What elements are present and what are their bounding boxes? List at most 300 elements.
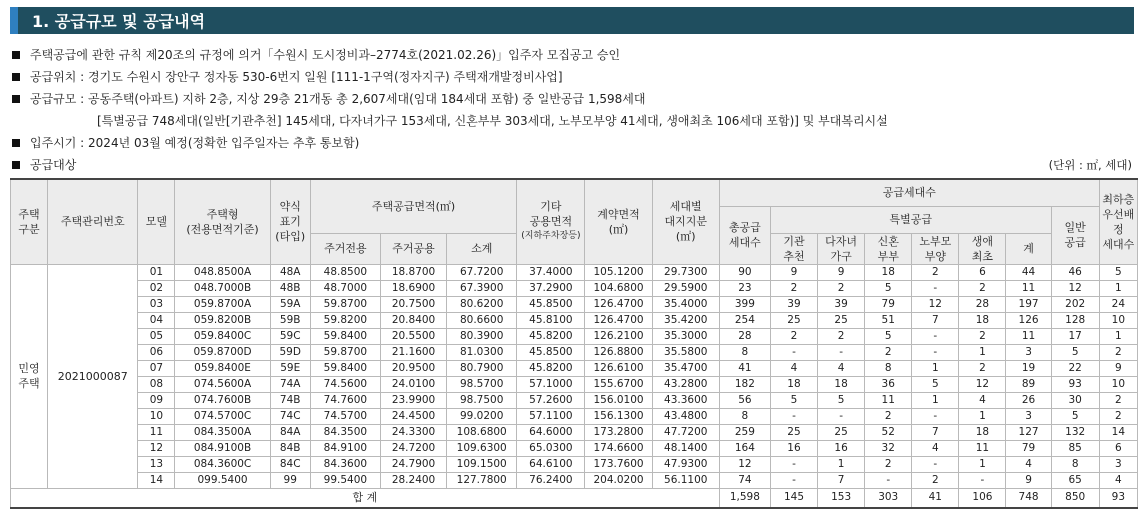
bullet-square-icon [12, 73, 20, 81]
header-house-type [175, 179, 270, 264]
table-cell: 3 [1006, 344, 1051, 360]
table-cell: 1 [959, 344, 1006, 360]
table-cell: 28.2400 [380, 472, 446, 488]
table-cell: 07 [138, 360, 175, 376]
header-other-common [517, 179, 585, 264]
header-special: 특별공급 [770, 206, 1051, 233]
total-cell: 1,598 [719, 488, 770, 508]
table-cell: 18 [959, 312, 1006, 328]
table-row [11, 360, 1138, 376]
notice-item [12, 66, 1136, 88]
table-cell: 4 [912, 440, 959, 456]
table-cell: 16 [770, 440, 817, 456]
table-cell: 48.7000 [310, 280, 380, 296]
table-cell: 16 [818, 440, 865, 456]
table-row [11, 456, 1138, 472]
notice-item [12, 88, 1136, 110]
table-cell: 1 [912, 360, 959, 376]
table-cell: 9 [818, 264, 865, 280]
table-cell: 99.0200 [447, 408, 517, 424]
table-cell: 048.8500A [175, 264, 270, 280]
total-row [11, 488, 1138, 508]
table-cell: 109.6300 [447, 440, 517, 456]
table-row [11, 264, 1138, 280]
table-cell: 59A [270, 296, 310, 312]
table-row [11, 280, 1138, 296]
table-cell: 1 [818, 456, 865, 472]
header-contract-area [585, 179, 652, 264]
table-cell: 59.8700 [310, 344, 380, 360]
table-cell: 8 [1051, 456, 1099, 472]
section-title-bar [10, 7, 1134, 34]
header-newlywed [865, 233, 912, 264]
housing-type-cell: 민영 주택 [11, 264, 48, 488]
table-cell: 13 [138, 456, 175, 472]
table-cell: 29.7300 [652, 264, 719, 280]
table-cell: 074.5700C [175, 408, 270, 424]
table-cell: 45.8500 [517, 344, 585, 360]
notice-text: 공급규모 : 공동주택(아파트) 지하 2층, 지상 29층 21개동 총 2,607세대(임대 184세대 포함) 중 일반공급 1,598세대 [30, 92, 646, 106]
table-cell: 059.8200B [175, 312, 270, 328]
table-cell: 35.4000 [652, 296, 719, 312]
header-elderly [912, 233, 959, 264]
table-cell: - [770, 408, 817, 424]
table-cell: 81.0300 [447, 344, 517, 360]
table-cell: 18 [818, 376, 865, 392]
table-cell: 57.1100 [517, 408, 585, 424]
table-cell: 2 [912, 264, 959, 280]
table-cell: 126.2100 [585, 328, 652, 344]
table-cell: 74.5600 [310, 376, 380, 392]
table-cell: 35.3000 [652, 328, 719, 344]
notice-text: 입주시기 : 2024년 03월 예정(정확한 입주일자는 추후 통보함) [30, 136, 360, 150]
header-common: 주거공용 [380, 233, 446, 264]
table-cell: 5 [818, 392, 865, 408]
table-cell: 128 [1051, 312, 1099, 328]
table-cell: 74A [270, 376, 310, 392]
table-cell: 127.7800 [447, 472, 517, 488]
table-cell: 259 [719, 424, 770, 440]
table-cell: 10 [138, 408, 175, 424]
table-cell: 2 [912, 472, 959, 488]
table-cell: 59.8200 [310, 312, 380, 328]
table-cell: 4 [1006, 456, 1051, 472]
table-cell: 09 [138, 392, 175, 408]
table-cell: 11 [138, 424, 175, 440]
table-cell: 03 [138, 296, 175, 312]
table-cell: 98.7500 [447, 392, 517, 408]
table-cell: 25 [770, 424, 817, 440]
table-cell: 35.4200 [652, 312, 719, 328]
table-cell: 20.5500 [380, 328, 446, 344]
table-cell: 32 [865, 440, 912, 456]
table-cell: 2 [959, 360, 1006, 376]
table-cell: 11 [865, 392, 912, 408]
table-cell: 104.6800 [585, 280, 652, 296]
table-cell: 074.7600B [175, 392, 270, 408]
total-cell: 748 [1006, 488, 1051, 508]
table-cell: 84.3600 [310, 456, 380, 472]
table-cell: 7 [912, 424, 959, 440]
table-cell: 20.7500 [380, 296, 446, 312]
table-cell: 5 [1051, 344, 1099, 360]
table-cell: - [865, 472, 912, 488]
table-cell: 84.9100 [310, 440, 380, 456]
table-cell: 2 [818, 328, 865, 344]
table-cell: 37.4000 [517, 264, 585, 280]
header-institution [770, 233, 817, 264]
table-cell: 48.8500 [310, 264, 380, 280]
notice-item-continuation [12, 110, 1136, 132]
table-row [11, 424, 1138, 440]
table-cell: 18 [959, 424, 1006, 440]
table-cell: 7 [912, 312, 959, 328]
table-cell: 12 [138, 440, 175, 456]
header-general-label: 일반 공급 [1064, 221, 1086, 249]
table-cell: 10 [1099, 312, 1137, 328]
table-row [11, 408, 1138, 424]
table-cell: 28 [719, 328, 770, 344]
table-cell: 74.7600 [310, 392, 380, 408]
table-cell: 10 [1099, 376, 1137, 392]
table-cell: 24.3300 [380, 424, 446, 440]
table-cell: 57.2600 [517, 392, 585, 408]
table-cell: 099.5400 [175, 472, 270, 488]
total-cell: 303 [865, 488, 912, 508]
table-cell: 99 [270, 472, 310, 488]
table-cell: 8 [719, 408, 770, 424]
table-cell: 21.1600 [380, 344, 446, 360]
header-land-share-label: 세대별 대지지분 (㎡) [664, 200, 707, 244]
table-row [11, 376, 1138, 392]
table-cell: 39 [818, 296, 865, 312]
table-cell: 22 [1051, 360, 1099, 376]
table-cell: 30 [1051, 392, 1099, 408]
table-cell: - [770, 344, 817, 360]
table-cell: 11 [1006, 280, 1051, 296]
table-cell: 84A [270, 424, 310, 440]
header-elderly-label: 노부모 부양 [919, 234, 952, 263]
table-cell: 18 [770, 376, 817, 392]
total-cell: 93 [1099, 488, 1137, 508]
table-cell: 5 [865, 280, 912, 296]
table-cell: 46 [1051, 264, 1099, 280]
table-cell: 04 [138, 312, 175, 328]
supply-table [10, 178, 1138, 509]
table-cell: 80.7900 [447, 360, 517, 376]
table-cell: 2 [770, 328, 817, 344]
table-cell: 2 [865, 408, 912, 424]
table-cell: 6 [959, 264, 1006, 280]
table-cell: 18.8700 [380, 264, 446, 280]
table-cell: 26 [1006, 392, 1051, 408]
table-cell: 4 [770, 360, 817, 376]
table-cell: 164 [719, 440, 770, 456]
table-cell: 12 [1051, 280, 1099, 296]
total-cell: 106 [959, 488, 1006, 508]
table-cell: 4 [1099, 472, 1137, 488]
header-multi-child-label: 다자녀 가구 [825, 234, 858, 263]
table-cell: 59.8700 [310, 296, 380, 312]
table-cell: - [818, 344, 865, 360]
table-row [11, 296, 1138, 312]
table-cell: 2 [818, 280, 865, 296]
header-general [1051, 206, 1099, 264]
table-cell: 57.1000 [517, 376, 585, 392]
table-cell: 25 [818, 424, 865, 440]
table-cell: 99.5400 [310, 472, 380, 488]
table-cell: 254 [719, 312, 770, 328]
header-lowest-floor [1099, 179, 1137, 264]
header-exclusive: 주거전용 [310, 233, 380, 264]
table-cell: 059.8700D [175, 344, 270, 360]
table-cell: 14 [138, 472, 175, 488]
table-cell: 52 [865, 424, 912, 440]
header-other-common-sub: (지하주차장등) [521, 231, 581, 242]
total-label: 합 계 [11, 488, 720, 508]
unit-note: (단위 : ㎡, 세대) [1048, 158, 1132, 172]
table-cell: 43.4800 [652, 408, 719, 424]
table-cell: 25 [770, 312, 817, 328]
notice-item [12, 44, 1136, 66]
table-cell: 59.8400 [310, 360, 380, 376]
table-cell: 59.8400 [310, 328, 380, 344]
table-cell: 084.9100B [175, 440, 270, 456]
table-cell: 18 [865, 264, 912, 280]
table-cell: 90 [719, 264, 770, 280]
table-cell: 204.0200 [585, 472, 652, 488]
header-housing-type-label: 주택 구분 [18, 207, 40, 236]
table-cell: 126.4700 [585, 296, 652, 312]
table-cell: 156.1300 [585, 408, 652, 424]
bullet-square-icon [12, 51, 20, 59]
table-cell: 47.7200 [652, 424, 719, 440]
total-cell: 41 [912, 488, 959, 508]
table-cell: 35.4700 [652, 360, 719, 376]
table-cell: - [912, 344, 959, 360]
supply-table-body [11, 264, 1138, 508]
header-supply-area: 주택공급면적(㎡) [310, 179, 517, 233]
table-cell: 45.8100 [517, 312, 585, 328]
table-cell: 155.6700 [585, 376, 652, 392]
table-cell: - [912, 408, 959, 424]
table-cell: 65.0300 [517, 440, 585, 456]
table-cell: 24.0100 [380, 376, 446, 392]
table-cell: 4 [818, 360, 865, 376]
table-cell: 18.6900 [380, 280, 446, 296]
header-newlywed-label: 신혼 부부 [877, 234, 899, 263]
table-cell: 74C [270, 408, 310, 424]
table-cell: 048.7000B [175, 280, 270, 296]
header-other-common-label: 기타 공용면적 [529, 200, 573, 229]
section-title: 1. 공급규모 및 공급내역 [32, 12, 206, 31]
table-cell: 51 [865, 312, 912, 328]
table-cell: 47.9300 [652, 456, 719, 472]
table-cell: 6 [1099, 440, 1137, 456]
table-cell: 197 [1006, 296, 1051, 312]
table-cell: 74B [270, 392, 310, 408]
table-cell: 1 [959, 408, 1006, 424]
table-cell: 44 [1006, 264, 1051, 280]
table-cell: 84B [270, 440, 310, 456]
table-cell: 59B [270, 312, 310, 328]
table-cell: 2 [1099, 408, 1137, 424]
table-cell: 126.8800 [585, 344, 652, 360]
header-first-time-label: 생애 최초 [971, 234, 994, 263]
header-short-type-label: 약식 표기 (타입) [275, 200, 306, 244]
table-cell: 43.3600 [652, 392, 719, 408]
table-cell: 06 [138, 344, 175, 360]
table-cell: 5 [1099, 264, 1137, 280]
table-cell: - [818, 408, 865, 424]
table-cell: 1 [1099, 280, 1137, 296]
total-cell: 145 [770, 488, 817, 508]
table-cell: 9 [770, 264, 817, 280]
header-total-supply [719, 206, 770, 264]
table-cell: 12 [719, 456, 770, 472]
table-cell: 67.3900 [447, 280, 517, 296]
table-row [11, 312, 1138, 328]
header-land-share [652, 179, 719, 264]
table-cell: 11 [959, 440, 1006, 456]
header-subtotal: 소계 [447, 233, 517, 264]
notice-text: 공급위치 : 경기도 수원시 장안구 정자동 530-6번지 일원 [111-1구역(정자지구) 주택재개발정비사업] [30, 70, 563, 84]
table-cell: 5 [865, 328, 912, 344]
table-cell: 3 [1006, 408, 1051, 424]
table-cell: 24 [1099, 296, 1137, 312]
table-cell: 127 [1006, 424, 1051, 440]
table-cell: 109.1500 [447, 456, 517, 472]
table-cell: 43.2800 [652, 376, 719, 392]
table-cell: 132 [1051, 424, 1099, 440]
table-cell: 17 [1051, 328, 1099, 344]
table-cell: 19 [1006, 360, 1051, 376]
header-contract-area-label: 계약면적 (㎡) [597, 207, 640, 236]
table-cell: 41 [719, 360, 770, 376]
table-cell: 12 [959, 376, 1006, 392]
total-cell: 153 [818, 488, 865, 508]
table-cell: 56 [719, 392, 770, 408]
table-cell: 11 [1006, 328, 1051, 344]
total-cell: 850 [1051, 488, 1099, 508]
table-cell: 2 [770, 280, 817, 296]
table-cell: 64.6000 [517, 424, 585, 440]
table-cell: 9 [1006, 472, 1051, 488]
header-first-time [959, 233, 1006, 264]
header-house-type-label: 주택형 (전용면적기준) [186, 207, 259, 236]
header-mgmt-no: 주택관리번호 [48, 179, 138, 264]
table-cell: 9 [1099, 360, 1137, 376]
table-cell: 02 [138, 280, 175, 296]
table-cell: 74.5700 [310, 408, 380, 424]
table-cell: 156.0100 [585, 392, 652, 408]
table-row [11, 440, 1138, 456]
header-institution-label: 기관 추천 [783, 234, 805, 263]
header-model: 모델 [138, 179, 175, 264]
table-cell: 24.7900 [380, 456, 446, 472]
table-cell: 64.6100 [517, 456, 585, 472]
table-row [11, 344, 1138, 360]
table-cell: 48.1400 [652, 440, 719, 456]
table-cell: - [912, 456, 959, 472]
table-cell: 7 [818, 472, 865, 488]
header-multi-child [818, 233, 865, 264]
bullet-square-icon [12, 139, 20, 147]
table-cell: 108.6800 [447, 424, 517, 440]
table-cell: 36 [865, 376, 912, 392]
table-cell: 8 [719, 344, 770, 360]
table-cell: 89 [1006, 376, 1051, 392]
header-supply-units: 공급세대수 [719, 179, 1099, 206]
table-cell: 2 [1099, 392, 1137, 408]
table-cell: 126.4700 [585, 312, 652, 328]
table-cell: 20.9500 [380, 360, 446, 376]
table-cell: 5 [912, 376, 959, 392]
table-cell: 74 [719, 472, 770, 488]
table-cell: 074.5600A [175, 376, 270, 392]
table-cell: 8 [865, 360, 912, 376]
table-cell: 4 [959, 392, 1006, 408]
table-cell: 80.3900 [447, 328, 517, 344]
table-cell: 93 [1051, 376, 1099, 392]
table-cell: 56.1100 [652, 472, 719, 488]
table-cell: 2 [959, 280, 1006, 296]
table-cell: 05 [138, 328, 175, 344]
table-cell: 59E [270, 360, 310, 376]
table-cell: 173.2800 [585, 424, 652, 440]
table-cell: 173.7600 [585, 456, 652, 472]
table-cell: 37.2900 [517, 280, 585, 296]
table-cell: 84C [270, 456, 310, 472]
table-cell: 65 [1051, 472, 1099, 488]
table-cell: 084.3500A [175, 424, 270, 440]
notice-list [12, 44, 1136, 176]
header-short-type [270, 179, 310, 264]
table-cell: 85 [1051, 440, 1099, 456]
table-cell: 08 [138, 376, 175, 392]
table-cell: 14 [1099, 424, 1137, 440]
table-cell: 84.3500 [310, 424, 380, 440]
table-cell: 29.5900 [652, 280, 719, 296]
table-cell: 25 [818, 312, 865, 328]
table-cell: 79 [865, 296, 912, 312]
table-cell: 59D [270, 344, 310, 360]
bullet-square-icon [12, 95, 20, 103]
table-cell: 126 [1006, 312, 1051, 328]
table-cell: 79 [1006, 440, 1051, 456]
table-cell: 12 [912, 296, 959, 312]
table-cell: 48B [270, 280, 310, 296]
notice-item [12, 132, 1136, 154]
table-cell: 20.8400 [380, 312, 446, 328]
table-cell: 67.7200 [447, 264, 517, 280]
table-cell: 1 [1099, 328, 1137, 344]
table-cell: 5 [770, 392, 817, 408]
table-cell: 182 [719, 376, 770, 392]
table-cell: 084.3600C [175, 456, 270, 472]
table-cell: 01 [138, 264, 175, 280]
table-cell: 2 [1099, 344, 1137, 360]
table-cell: 98.5700 [447, 376, 517, 392]
table-cell: 059.8700A [175, 296, 270, 312]
table-cell: 80.6600 [447, 312, 517, 328]
table-cell: 45.8200 [517, 360, 585, 376]
table-cell: 105.1200 [585, 264, 652, 280]
table-cell: 39 [770, 296, 817, 312]
table-row [11, 472, 1138, 488]
table-cell: 48A [270, 264, 310, 280]
table-cell: 24.4500 [380, 408, 446, 424]
